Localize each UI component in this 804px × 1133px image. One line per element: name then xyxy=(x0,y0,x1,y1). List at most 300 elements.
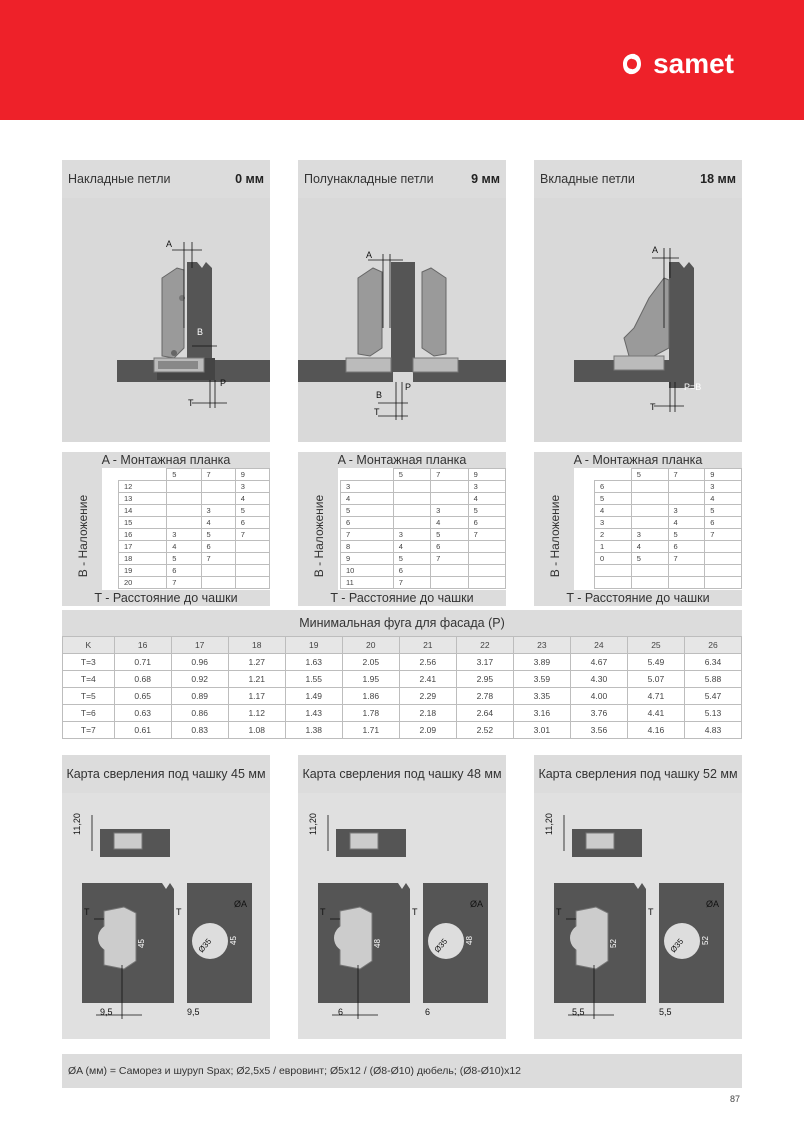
cell xyxy=(393,493,430,505)
cell: 4 xyxy=(235,493,269,505)
label-p: P xyxy=(220,378,227,388)
cell: 6 xyxy=(668,541,705,553)
diam-a: ØA xyxy=(470,899,484,909)
table-row xyxy=(341,565,506,577)
mini-table-side-label: B - Наложение xyxy=(76,494,90,578)
cell xyxy=(631,481,668,493)
cell: 7 xyxy=(393,577,430,589)
cell: 0.92 xyxy=(171,671,228,688)
cell: 1.17 xyxy=(228,688,285,705)
cell xyxy=(631,577,668,589)
cell: 7 xyxy=(341,529,394,541)
cell xyxy=(668,565,705,577)
label-a: A xyxy=(366,250,373,260)
drill-map-diagram xyxy=(62,793,270,1039)
label-a: A xyxy=(166,239,173,249)
cell xyxy=(167,481,201,493)
cell xyxy=(431,577,468,589)
cell: 0.71 xyxy=(114,654,171,671)
table-row xyxy=(595,577,742,589)
cell: 4 xyxy=(595,505,632,517)
dim-height: 48 xyxy=(373,939,382,948)
cell xyxy=(631,493,668,505)
col-5: 5 xyxy=(167,469,201,481)
cell xyxy=(167,493,201,505)
cell: 3 xyxy=(431,505,468,517)
drill-map-48 xyxy=(298,793,506,1039)
panel-value: 0 мм xyxy=(235,172,264,186)
cell xyxy=(235,541,269,553)
col-7: 7 xyxy=(201,469,235,481)
cell xyxy=(595,577,632,589)
cell: 4 xyxy=(393,541,430,553)
cell: 1.49 xyxy=(285,688,342,705)
cell xyxy=(167,517,201,529)
cell: 1.27 xyxy=(228,654,285,671)
cell: 5 xyxy=(167,553,201,565)
cell xyxy=(468,577,505,589)
cell: 18 xyxy=(119,553,167,565)
cell: 4.30 xyxy=(570,671,627,688)
drill-map-title: Карта сверления под чашку 48 мм xyxy=(298,755,506,793)
cell: 3 xyxy=(393,529,430,541)
cell: 7 xyxy=(468,529,505,541)
mini-table-header: A - Монтажная планка xyxy=(62,452,270,468)
col-5: 5 xyxy=(631,469,668,481)
cell: 3 xyxy=(668,505,705,517)
cell: 2 xyxy=(595,529,632,541)
dim-11-20: 11,20 xyxy=(544,813,554,835)
cell: 3 xyxy=(341,481,394,493)
header-cell: 17 xyxy=(171,637,228,654)
cell: 1.86 xyxy=(342,688,399,705)
page-number: 87 xyxy=(730,1094,741,1104)
cell: 6 xyxy=(201,541,235,553)
cell: 10 xyxy=(341,565,394,577)
label-a: A xyxy=(652,245,659,255)
cell: 5 xyxy=(668,529,705,541)
drill-map-title: Карта сверления под чашку 52 мм xyxy=(534,755,742,793)
cell: 2.41 xyxy=(399,671,456,688)
cell: 12 xyxy=(119,481,167,493)
panel-title: Накладные петли xyxy=(68,172,171,186)
cell: 5.88 xyxy=(684,671,741,688)
cell xyxy=(705,553,742,565)
table-row xyxy=(341,529,506,541)
cell: 3.16 xyxy=(513,705,570,722)
cell: 4 xyxy=(341,493,394,505)
cell: 3.89 xyxy=(513,654,570,671)
table-row xyxy=(341,553,506,565)
cell: 2.05 xyxy=(342,654,399,671)
header-cell: 20 xyxy=(342,637,399,654)
cell: 5.47 xyxy=(684,688,741,705)
cell: 6 xyxy=(705,517,742,529)
cell: 15 xyxy=(119,517,167,529)
cell: 7 xyxy=(167,577,201,589)
cell xyxy=(393,481,430,493)
drill-map-52 xyxy=(534,793,742,1039)
cell xyxy=(595,565,632,577)
cell: 3 xyxy=(631,529,668,541)
panel-title: Полунакладные петли xyxy=(304,172,434,186)
table-row xyxy=(119,505,270,517)
cell: 1.21 xyxy=(228,671,285,688)
cell: 4.67 xyxy=(570,654,627,671)
label-t: T xyxy=(412,907,418,917)
cell: 4 xyxy=(705,493,742,505)
cell xyxy=(631,565,668,577)
cell xyxy=(668,481,705,493)
cell: 3 xyxy=(468,481,505,493)
cell xyxy=(705,565,742,577)
cell: 4.00 xyxy=(570,688,627,705)
mini-table-header: A - Монтажная планка xyxy=(298,452,506,468)
cell: 7 xyxy=(431,553,468,565)
panel-value: 9 мм xyxy=(471,172,500,186)
drill-map-title: Карта сверления под чашку 45 мм xyxy=(62,755,270,793)
cell: 5.07 xyxy=(627,671,684,688)
cell: T=6 xyxy=(63,705,115,722)
cell: 0.86 xyxy=(171,705,228,722)
cell: 6 xyxy=(468,517,505,529)
dim-11-20: 11,20 xyxy=(72,813,82,835)
cell: 3.35 xyxy=(513,688,570,705)
gap-table-header xyxy=(63,637,742,654)
label-t: T xyxy=(176,907,182,917)
cell: 4.83 xyxy=(684,722,741,739)
table-row xyxy=(63,654,742,671)
cell: 7 xyxy=(235,529,269,541)
table-row xyxy=(119,517,270,529)
dim-height: 45 xyxy=(229,936,238,945)
cell: 0.63 xyxy=(114,705,171,722)
cell: 5 xyxy=(595,493,632,505)
header-cell: 18 xyxy=(228,637,285,654)
cell xyxy=(631,505,668,517)
cell: 5 xyxy=(468,505,505,517)
cell: 3 xyxy=(201,505,235,517)
cell: 3.59 xyxy=(513,671,570,688)
cell xyxy=(705,577,742,589)
cell: 4.71 xyxy=(627,688,684,705)
cell xyxy=(235,553,269,565)
table-row xyxy=(119,493,270,505)
cell: 1.12 xyxy=(228,705,285,722)
cell: 4 xyxy=(167,541,201,553)
mini-table-col-header xyxy=(341,469,506,481)
cell: 6 xyxy=(595,481,632,493)
cell xyxy=(235,565,269,577)
header-cell: 25 xyxy=(627,637,684,654)
drill-map-diagram xyxy=(534,793,742,1039)
table-row xyxy=(595,493,742,505)
table-row xyxy=(341,541,506,553)
cell: 3.01 xyxy=(513,722,570,739)
col-9: 9 xyxy=(468,469,505,481)
hinge-diagram-overlay xyxy=(62,198,270,442)
col-7: 7 xyxy=(668,469,705,481)
label-t: T xyxy=(320,907,326,917)
cell: 4.41 xyxy=(627,705,684,722)
cell: 4 xyxy=(631,541,668,553)
cell: 4 xyxy=(468,493,505,505)
table-row xyxy=(341,517,506,529)
cell: 5.13 xyxy=(684,705,741,722)
header-cell: 23 xyxy=(513,637,570,654)
dim-width: 9,5 xyxy=(187,1007,200,1017)
mini-table-side-label: B - Наложение xyxy=(312,494,326,578)
cell xyxy=(705,541,742,553)
label-t: T xyxy=(374,407,380,417)
header-cell: 24 xyxy=(570,637,627,654)
cell: 1.63 xyxy=(285,654,342,671)
diam-cup: Ø35 xyxy=(196,936,214,955)
hinge-figure-half xyxy=(298,198,506,442)
cell xyxy=(201,493,235,505)
cell: 6 xyxy=(235,517,269,529)
cell: 3.17 xyxy=(456,654,513,671)
table-row xyxy=(63,671,742,688)
cell: 5 xyxy=(201,529,235,541)
table-row xyxy=(119,481,270,493)
cell xyxy=(468,553,505,565)
cell xyxy=(167,505,201,517)
cell: 3 xyxy=(235,481,269,493)
cell: 3 xyxy=(705,481,742,493)
cell xyxy=(201,481,235,493)
cell: 2.78 xyxy=(456,688,513,705)
mini-table-footer: T - Расстояние до чашки xyxy=(298,590,506,606)
hinge-diagram-half xyxy=(298,198,506,442)
diam-a: ØA xyxy=(706,899,720,909)
cell: 0 xyxy=(595,553,632,565)
label-b: B xyxy=(376,390,383,400)
cell: 1.08 xyxy=(228,722,285,739)
cell xyxy=(468,565,505,577)
header-cell: 19 xyxy=(285,637,342,654)
header-cell: 22 xyxy=(456,637,513,654)
dim-width: 6 xyxy=(338,1007,344,1017)
table-row xyxy=(595,517,742,529)
cell: 6 xyxy=(167,565,201,577)
cell: 7 xyxy=(705,529,742,541)
cell: 5 xyxy=(341,505,394,517)
header-cell: 21 xyxy=(399,637,456,654)
cell: 6 xyxy=(393,565,430,577)
dim-height: 48 xyxy=(465,936,474,945)
mini-table-side-label: B - Наложение xyxy=(548,494,562,578)
table-row xyxy=(341,481,506,493)
cell xyxy=(431,565,468,577)
cell: 2.56 xyxy=(399,654,456,671)
cell: 1.71 xyxy=(342,722,399,739)
cell xyxy=(201,565,235,577)
label-t: T xyxy=(188,398,194,408)
mini-table-col-header xyxy=(595,469,742,481)
cell: 4.16 xyxy=(627,722,684,739)
cell: 11 xyxy=(341,577,394,589)
col-9: 9 xyxy=(705,469,742,481)
gap-table xyxy=(62,636,742,739)
cell: 1 xyxy=(595,541,632,553)
cell xyxy=(668,577,705,589)
col-9: 9 xyxy=(235,469,269,481)
cell: 19 xyxy=(119,565,167,577)
mini-table-col-header xyxy=(119,469,270,481)
cell: T=7 xyxy=(63,722,115,739)
table-row xyxy=(63,705,742,722)
table-row xyxy=(341,577,506,589)
drill-map-diagram xyxy=(298,793,506,1039)
dim-width: 9,5 xyxy=(100,1007,113,1017)
cell: 1.55 xyxy=(285,671,342,688)
label-t: T xyxy=(650,402,656,412)
table-row xyxy=(341,493,506,505)
label-pb: P=B xyxy=(684,382,702,392)
cell: 8 xyxy=(341,541,394,553)
label-t: T xyxy=(648,907,654,917)
cell: 20 xyxy=(119,577,167,589)
cell: 5.49 xyxy=(627,654,684,671)
cell: 5 xyxy=(631,553,668,565)
cell: 0.65 xyxy=(114,688,171,705)
cell: 9 xyxy=(341,553,394,565)
hinge-diagram-inlay xyxy=(534,198,742,442)
samet-logo xyxy=(617,48,734,80)
footer-note: ØA (мм) = Саморез и шуруп Spax; Ø2,5x5 / евровинт; Ø5x12 / (Ø8-Ø10) дюбель; (Ø8-Ø10)x12 xyxy=(62,1054,742,1088)
table-row xyxy=(119,553,270,565)
panel-title-overlay xyxy=(62,160,270,198)
dim-width: 6 xyxy=(425,1007,431,1017)
cell xyxy=(668,493,705,505)
cell: 5 xyxy=(431,529,468,541)
cell: 5 xyxy=(705,505,742,517)
cell: 6.34 xyxy=(684,654,741,671)
table-row xyxy=(595,553,742,565)
cell: 1.43 xyxy=(285,705,342,722)
table-row xyxy=(595,565,742,577)
table-row xyxy=(119,577,270,589)
cell: 1.38 xyxy=(285,722,342,739)
cell: 3 xyxy=(167,529,201,541)
table-row xyxy=(341,505,506,517)
cell: 7 xyxy=(201,553,235,565)
cell: 0.83 xyxy=(171,722,228,739)
cell: 4 xyxy=(201,517,235,529)
mini-table-header: A - Монтажная планка xyxy=(534,452,742,468)
diam-cup: Ø35 xyxy=(432,936,450,955)
header-cell: 16 xyxy=(114,637,171,654)
label-t: T xyxy=(556,907,562,917)
cell xyxy=(393,505,430,517)
dim-11-20: 11,20 xyxy=(308,813,318,835)
col-5: 5 xyxy=(393,469,430,481)
cell: T=5 xyxy=(63,688,115,705)
panel-title-inlay xyxy=(534,160,742,198)
cell: T=4 xyxy=(63,671,115,688)
table-row xyxy=(63,722,742,739)
cell: 2.18 xyxy=(399,705,456,722)
table-row xyxy=(595,481,742,493)
hinge-figure-overlay xyxy=(62,198,270,442)
cell: T=3 xyxy=(63,654,115,671)
table-row xyxy=(595,529,742,541)
dim-height: 52 xyxy=(609,939,618,948)
cell: 0.96 xyxy=(171,654,228,671)
cell: 2.29 xyxy=(399,688,456,705)
mini-table-footer: T - Расстояние до чашки xyxy=(534,590,742,606)
col-7: 7 xyxy=(431,469,468,481)
header-banner xyxy=(0,0,804,120)
drill-map-45 xyxy=(62,793,270,1039)
table-row xyxy=(63,688,742,705)
mini-table-footer: T - Расстояние до чашки xyxy=(62,590,270,606)
cell: 2.64 xyxy=(456,705,513,722)
dim-width: 5,5 xyxy=(659,1007,672,1017)
gap-table-title: Минимальная фуга для фасада (P) xyxy=(62,610,742,636)
cell: 2.09 xyxy=(399,722,456,739)
cell xyxy=(431,493,468,505)
label-p: P xyxy=(405,382,412,392)
cell xyxy=(393,517,430,529)
label-t: T xyxy=(84,907,90,917)
cell: 17 xyxy=(119,541,167,553)
cell: 1.95 xyxy=(342,671,399,688)
cell: 6 xyxy=(431,541,468,553)
panel-value: 18 мм xyxy=(700,172,736,186)
cell: 7 xyxy=(668,553,705,565)
dim-height: 45 xyxy=(137,939,146,948)
table-row xyxy=(119,565,270,577)
mini-table-inlay xyxy=(594,468,742,589)
header-cell: K xyxy=(63,637,115,654)
header-cell: 26 xyxy=(684,637,741,654)
cell: 16 xyxy=(119,529,167,541)
cell: 0.89 xyxy=(171,688,228,705)
cell xyxy=(468,541,505,553)
panel-title: Вкладные петли xyxy=(540,172,635,186)
cell: 14 xyxy=(119,505,167,517)
cell: 5 xyxy=(393,553,430,565)
cell: 4 xyxy=(668,517,705,529)
mini-table-half xyxy=(340,468,506,589)
cell xyxy=(431,481,468,493)
samet-logo-icon xyxy=(617,49,647,79)
cell: 1.78 xyxy=(342,705,399,722)
label-b: B xyxy=(197,327,204,337)
table-row xyxy=(119,541,270,553)
cell: 4 xyxy=(431,517,468,529)
cell: 2.95 xyxy=(456,671,513,688)
hinge-figure-inlay xyxy=(534,198,742,442)
cell: 5 xyxy=(235,505,269,517)
cell: 13 xyxy=(119,493,167,505)
table-row xyxy=(119,529,270,541)
cell: 6 xyxy=(341,517,394,529)
panel-title-inset xyxy=(298,160,506,198)
cell: 0.68 xyxy=(114,671,171,688)
cell xyxy=(201,577,235,589)
table-row xyxy=(595,541,742,553)
cell: 3.76 xyxy=(570,705,627,722)
cell xyxy=(631,517,668,529)
diam-cup: Ø35 xyxy=(668,936,686,955)
dim-width: 5,5 xyxy=(572,1007,585,1017)
cell xyxy=(235,577,269,589)
dim-height: 52 xyxy=(701,936,710,945)
mini-table-overlay xyxy=(118,468,270,589)
